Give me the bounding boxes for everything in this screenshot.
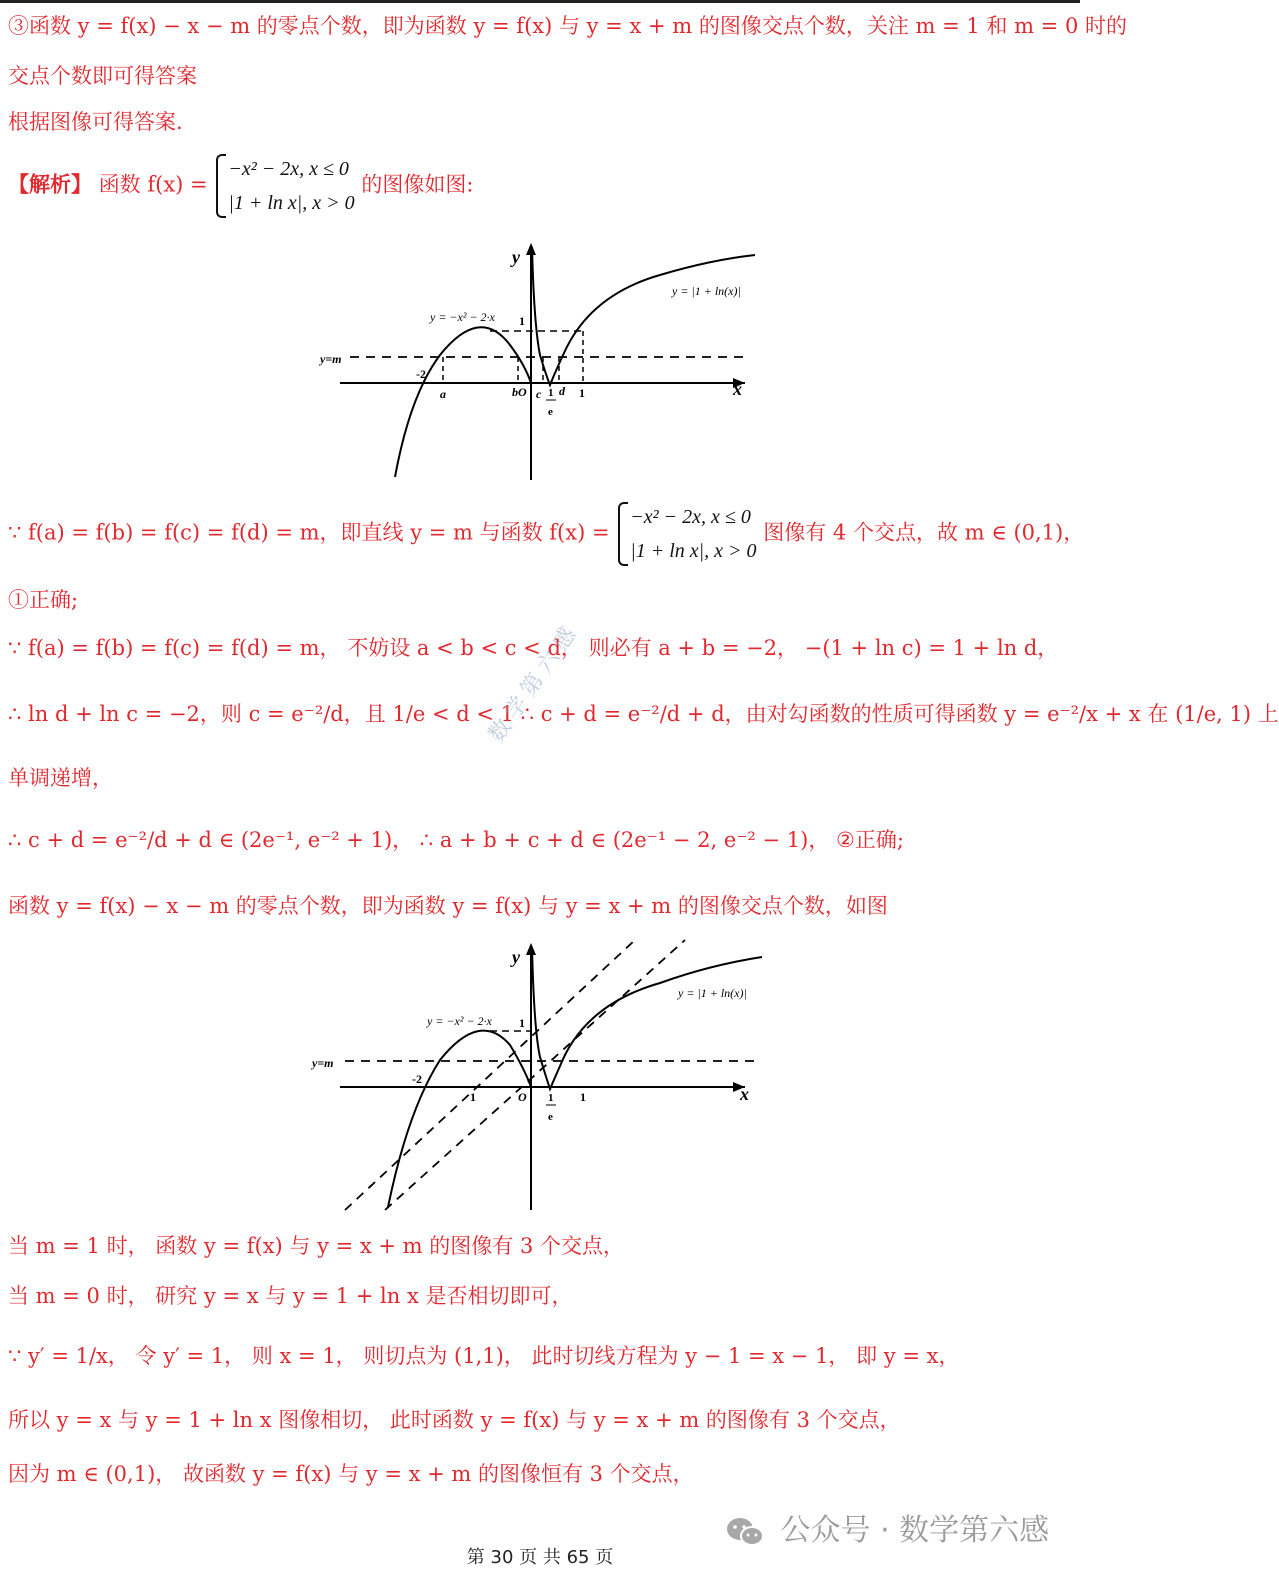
watermark: 数学第六感	[484, 618, 585, 748]
solution-func-intro: 函数 f(x) =	[98, 172, 208, 197]
point-a: a	[440, 387, 446, 401]
point-bO: bO	[512, 385, 527, 399]
tick-neg1-2: 1	[470, 1090, 476, 1104]
log-label: y = |1 + ln(x)|	[672, 284, 741, 298]
log-curve-2	[532, 947, 762, 1089]
brand-text: 公众号 · 数学第六感	[780, 1513, 1050, 1548]
piecewise-definition-2	[616, 500, 756, 568]
text-line-16: 因为 m ∈ (0,1)， 故函数 y = f(x) 与 y = x + m 的图像恒有 3 个交点，	[8, 1462, 694, 1486]
solution-func-outro: 的图像如图:	[361, 172, 474, 197]
text-line-11: 函数 y = f(x) − x − m 的零点个数，即为函数 y = f(x) 与 y = x + m 的图像交点个数，如图	[8, 894, 888, 918]
tick-1: 1	[519, 314, 525, 328]
y-axis-label: y	[512, 247, 520, 267]
page-number: 第 30 页 共 65 页	[466, 1547, 614, 1568]
line-label: y=m	[320, 352, 342, 366]
statement-1-correct: ①正确;	[8, 588, 79, 612]
piece2-lower: |1 + ln x|, x > 0	[630, 540, 757, 562]
intersection-text-pre: ∵ f(a) = f(b) = f(c) = f(d) = m，即直线 y = m 与函数 f(x) =	[8, 520, 610, 545]
log-curve	[532, 247, 755, 385]
text-line-3: 根据图像可得答案.	[8, 110, 183, 134]
piece-upper: −x² − 2x, x ≤ 0	[228, 158, 349, 180]
text-line-1: ③函数 y = f(x) − x − m 的零点个数，即为函数 y = f(x) 与 y = x + m 的图像交点个数，关注 m = 1 和 m = 0 时的	[8, 14, 1127, 38]
point-d: d	[559, 384, 565, 398]
point-1e-den-2: e	[548, 1111, 553, 1123]
piecewise-definition	[214, 152, 354, 220]
piece2-upper: −x² − 2x, x ≤ 0	[630, 506, 751, 528]
text-line-10	[8, 828, 904, 853]
piece-lower: |1 + ln x|, x > 0	[228, 192, 355, 214]
text-line-2: 交点个数即可得答案	[8, 64, 197, 88]
origin-label: O	[518, 1090, 527, 1104]
point-1e-num-2: 1	[548, 1092, 554, 1104]
point-1e-den: e	[548, 406, 553, 418]
tick-x1: 1	[579, 386, 585, 400]
parabola-label-2: y = −x² − 2·x	[427, 1014, 492, 1028]
range-text: ∴ c + d = e⁻²/d + d ∈ (2e⁻¹, e⁻² + 1)， ∴ a + b + c + d ∈ (2e⁻¹ − 2, e⁻² − 1)，	[8, 828, 830, 852]
text-line-13: 当 m = 0 时， 研究 y = x 与 y = 1 + ln x 是否相切即可，	[8, 1284, 573, 1308]
text-line-15: 所以 y = x 与 y = 1 + ln x 图像相切， 此时函数 y = f(x) 与 y = x + m 的图像有 3 个交点，	[8, 1408, 901, 1432]
tick-neg2-2: -2	[412, 1072, 422, 1086]
text-line-8: ∴ ln d + ln c = −2，则 c = e⁻²/d，且 1/e < d < 1 ∴ c + d = e⁻²/d + d，由对勾函数的性质可得函数 y = e⁻²/x + x 在 (1/e, 1) 上	[8, 702, 1279, 726]
line-y-x-plus-1	[345, 940, 635, 1210]
tick-neg2: -2	[416, 367, 426, 381]
point-c: c	[536, 387, 542, 401]
statement-2-correct: ②正确;	[836, 828, 904, 852]
log-label-2: y = |1 + ln(x)|	[678, 986, 747, 1000]
tick-x1-2: 1	[580, 1090, 586, 1104]
intersection-text-post: 图像有 4 个交点，故 m ∈ (0,1)，	[763, 520, 1085, 545]
x-axis-label: x	[733, 379, 742, 399]
solution-tag: 【解析】	[8, 171, 92, 197]
y-axis-label-2: y	[512, 947, 520, 967]
text-line-14: ∵ y′ = 1/x， 令 y′ = 1， 则 x = 1， 则切点为 (1,1)， 此时切线方程为 y − 1 = x − 1， 即 y = x，	[8, 1344, 960, 1368]
line-label-2: y=m	[312, 1056, 334, 1070]
parabola-label: y = −x² − 2·x	[430, 310, 495, 324]
x-axis-label-2: x	[740, 1084, 749, 1104]
intersection-line	[8, 500, 1084, 568]
text-line-12: 当 m = 1 时， 函数 y = f(x) 与 y = x + m 的图像有 3 个交点，	[8, 1234, 624, 1258]
text-line-7: ∵ f(a) = f(b) = f(c) = f(d) = m， 不妨设 a < b < c < d， 则必有 a + b = −2， −(1 + ln c) = 1 + ln d，	[8, 636, 1059, 660]
parabola-curve	[395, 327, 531, 477]
figure-2-graph	[300, 935, 780, 1220]
point-1e-num: 1	[548, 387, 554, 399]
line-y-x	[385, 940, 685, 1210]
figure-1-graph	[300, 235, 780, 485]
top-rule	[0, 0, 1080, 3]
text-line-9: 单调递增，	[8, 766, 113, 790]
solution-header	[8, 152, 473, 220]
tick-1-2: 1	[519, 1016, 525, 1030]
